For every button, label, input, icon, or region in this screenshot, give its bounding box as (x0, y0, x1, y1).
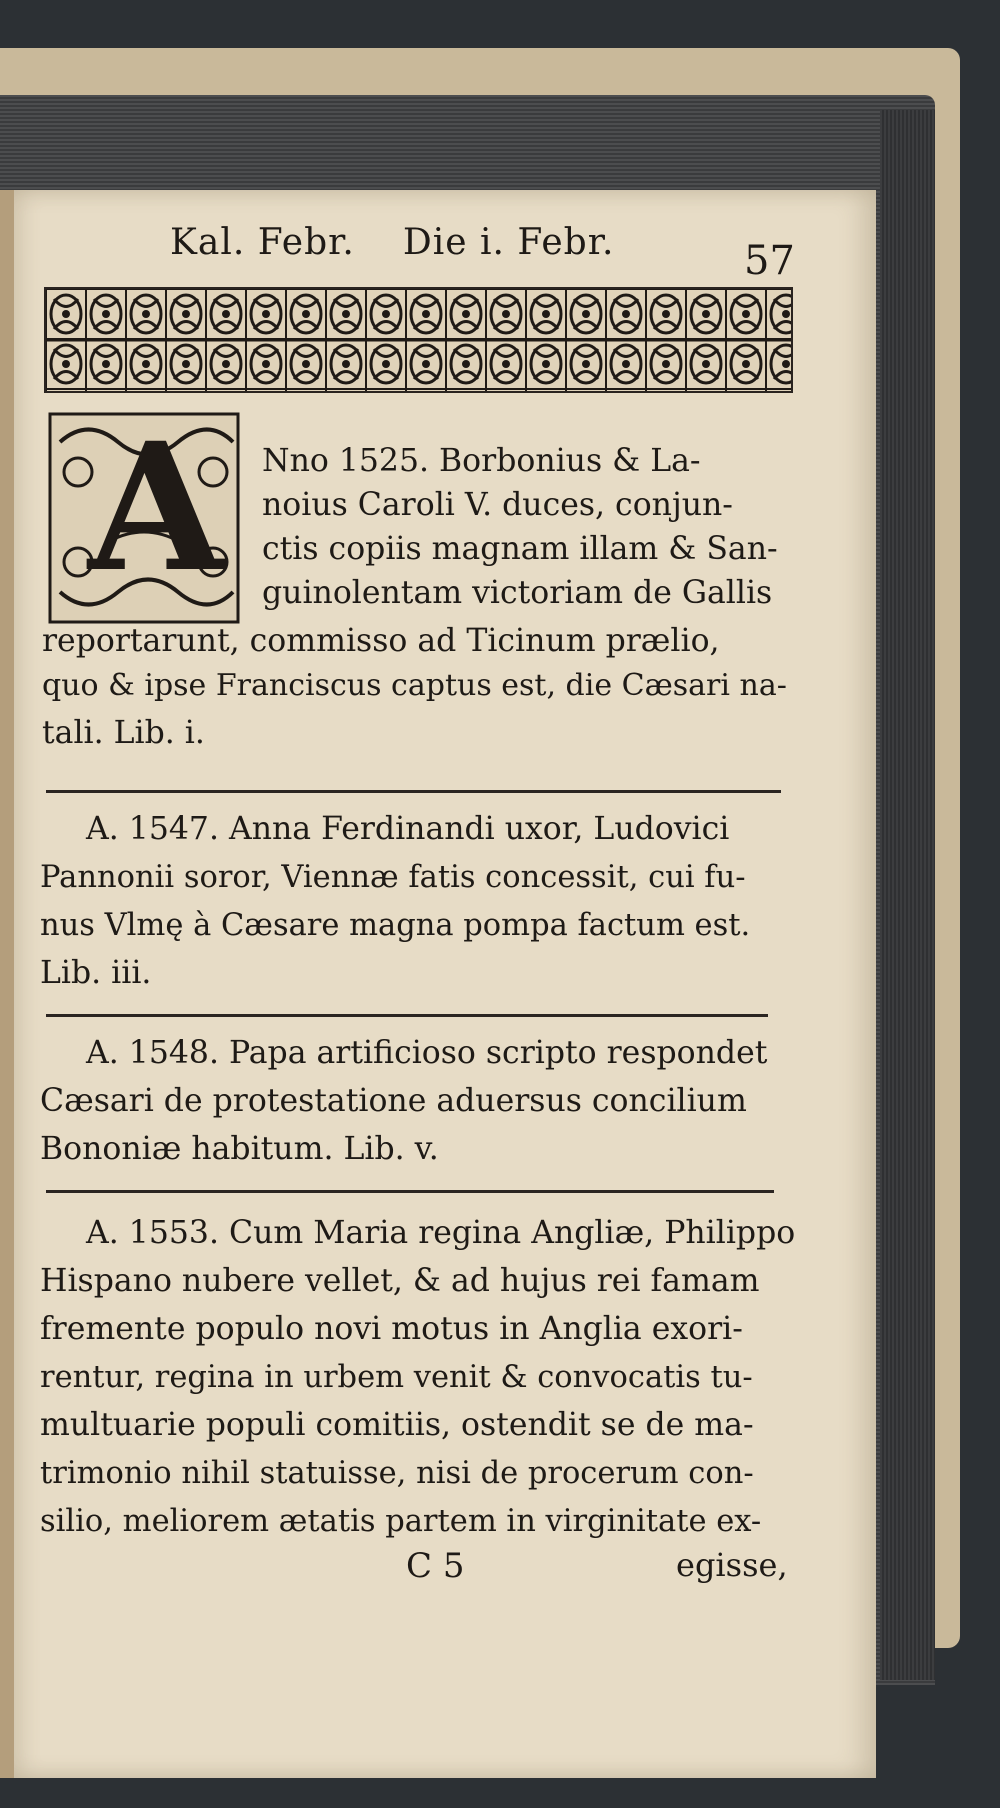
gutter-shadow (0, 190, 14, 1778)
entry-1-line-4: guinolentam victoriam de Gallis (262, 575, 773, 611)
entry-3-line-2: Cæsari de protestatione aduersus concilium (40, 1083, 747, 1119)
initial-letter-glyph: A (88, 404, 225, 611)
entry-4-line-4: rentur, regina in urbem venit & convocatis tu- (40, 1360, 753, 1395)
entry-2-line-1: A. 1547. Anna Ferdinandi uxor, Ludovici (86, 811, 730, 847)
entry-1-line-1: Nno 1525. Borbonius & La- (262, 443, 701, 479)
entry-3-line-3: Bononiæ habitum. Lib. v. (40, 1131, 439, 1167)
section-divider (46, 1190, 774, 1193)
decorated-initial-letter (48, 404, 240, 624)
entry-4-line-6: trimonio nihil statuisse, nisi de procerum con- (40, 1456, 754, 1491)
signature-mark: C 5 (406, 1546, 465, 1586)
entry-1-line-2: noius Caroli V. duces, conjun- (262, 487, 733, 523)
entry-1-line-5: reportarunt, commisso ad Ticinum prælio, (42, 623, 720, 659)
catchword: egisse, (676, 1546, 788, 1584)
entry-2-line-4: Lib. iii. (40, 955, 152, 991)
entry-4-line-2: Hispano nubere vellet, & ad hujus rei famam (40, 1263, 760, 1299)
entry-2-line-2: Pannonii soror, Viennæ fatis concessit, cui fu- (40, 860, 746, 895)
page-number: 57 (744, 238, 795, 284)
entry-3-line-1: A. 1548. Papa artificioso scripto respondet (86, 1035, 768, 1071)
entry-1-line-6: quo & ipse Franciscus captus est, die Cæsari na- (42, 668, 787, 703)
running-head-left: Kal. Febr. (170, 222, 355, 263)
entry-1-line-3: ctis copiis magnam illam & San- (262, 531, 778, 567)
section-divider (46, 1014, 768, 1017)
entry-4-line-1: A. 1553. Cum Maria regina Angliæ, Philippo (86, 1215, 796, 1251)
running-head (170, 222, 614, 263)
entry-1-line-7: tali. Lib. i. (42, 715, 205, 751)
decorative-header-band (44, 287, 793, 393)
entry-4-line-7: silio, meliorem ætatis partem in virginitate ex- (40, 1504, 762, 1539)
section-divider (46, 790, 781, 793)
entry-2-line-3: nus Vlmę à Cæsare magna pompa factum est. (40, 908, 751, 943)
entry-4-line-5: multuarie populi comitiis, ostendit se de ma- (40, 1407, 754, 1443)
fore-edge (880, 110, 935, 1680)
running-head-center: Die i. Febr. (402, 222, 615, 263)
entry-4-line-3: fremente populo novi motus in Anglia exori- (40, 1311, 743, 1347)
